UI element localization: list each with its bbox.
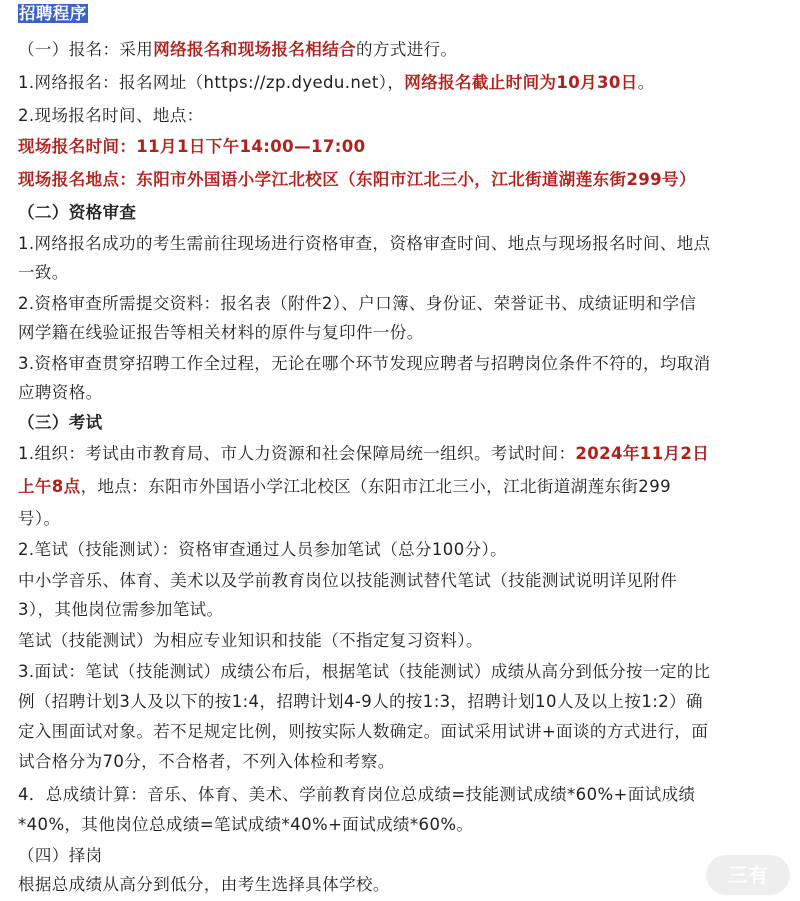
s3-p4-line-2: *40%，其他岗位总成绩=笔试成绩*40%+面试成绩*60%。: [18, 815, 474, 834]
s3-p2-line-3: 3），其他岗位需参加笔试。: [18, 600, 224, 619]
exam-time: 上午8点: [18, 477, 81, 496]
s3-p3-line-4: 试合格分为70分，不合格者，不列入体检和考察。: [18, 752, 395, 771]
s3-p2-line-4: 笔试（技能测试）为相应专业知识和技能（不指定复习资料）。: [18, 631, 483, 650]
s3-p3-line-1: 3.面试：笔试（技能测试）成绩公布后，根据笔试（技能测试）成绩从高分到低分按一定的比: [18, 662, 711, 681]
onsite-time: 现场报名时间：11月1日下午14:00—17:00: [18, 137, 366, 156]
s3-p4-line-1: 4．总成绩计算：音乐、体育、美术、学前教育岗位总成绩=技能测试成绩*60%+面试成绩: [18, 785, 696, 804]
s2-p2-line-2: 网学籍在线验证报告等相关材料的原件与复印件一份。: [18, 323, 424, 342]
s3-p3-line-3: 定入围面试对象。若不足规定比例，则按实际人数确定。面试采用试讲+面谈的方式进行，面: [18, 722, 709, 741]
s1-line-1: （一）报名：采用网络报名和现场报名相结合的方式进行。: [18, 40, 458, 59]
s1-line-3: 2.现场报名时间、地点：: [18, 106, 204, 125]
s3-p3-line-2: 例（招聘计划3人及以下的按1:4，招聘计划4-9人的按1:3，招聘计划10人及以上按1:2）确: [18, 692, 703, 711]
s1-emphasis-method: 网络报名和现场报名相结合: [153, 40, 357, 59]
s3-p2-line-2: 中小学音乐、体育、美术以及学前教育岗位以技能测试替代笔试（技能测试说明详见附件: [18, 571, 678, 590]
s1-line-2: 1.网络报名：报名网址（https://zp.dyedu.net），网络报名截止时间为10月30日。: [18, 73, 655, 92]
section-title: [18, 2, 790, 26]
s3-p1-line-1: 1.组织：考试由市教育局、市人力资源和社会保障局统一组织。考试时间：2024年11月2日: [18, 444, 710, 463]
watermark-badge: 三有: [706, 855, 790, 895]
online-registration-text: 1.网络报名：报名网址（https://zp.dyedu.net），: [18, 73, 405, 92]
s3-p2-line-1: 2.笔试（技能测试）：资格审查通过人员参加笔试（总分100分）。: [18, 540, 508, 559]
exam-date: 2024年11月2日: [575, 444, 710, 463]
s2-p1-line-2: 一致。: [18, 263, 69, 282]
title-highlight: 招聘程序: [19, 4, 87, 23]
s3-heading: （三）考试: [18, 413, 103, 432]
s4-p1: 根据总成绩从高分到低分，由考生选择具体学校。: [18, 875, 390, 894]
s3-p1-line-3: 号）。: [18, 509, 61, 528]
online-deadline: 网络报名截止时间为10月30日: [404, 73, 638, 92]
s2-heading: （二）资格审查: [18, 203, 137, 222]
s4-heading: （四）择岗: [18, 846, 103, 865]
s2-p3-line-1: 3.资格审查贯穿招聘工作全过程，无论在哪个环节发现应聘者与招聘岗位条件不符的，均取消: [18, 354, 711, 373]
s2-p1-line-1: 1.网络报名成功的考生需前往现场进行资格审查，资格审查时间、地点与现场报名时间、地点: [18, 234, 711, 253]
s2-p3-line-2: 应聘资格。: [18, 383, 103, 402]
onsite-location: 现场报名地点：东阳市外国语小学江北校区（东阳市江北三小，江北街道湖莲东街299号）: [18, 170, 696, 189]
s2-p2-line-1: 2.资格审查所需提交资料：报名表（附件2）、户口簿、身份证、荣誉证书、成绩证明和学信: [18, 294, 697, 313]
s3-p1-line-2: 上午8点，地点：东阳市外国语小学江北校区（东阳市江北三小，江北街道湖莲东街299: [18, 477, 671, 496]
